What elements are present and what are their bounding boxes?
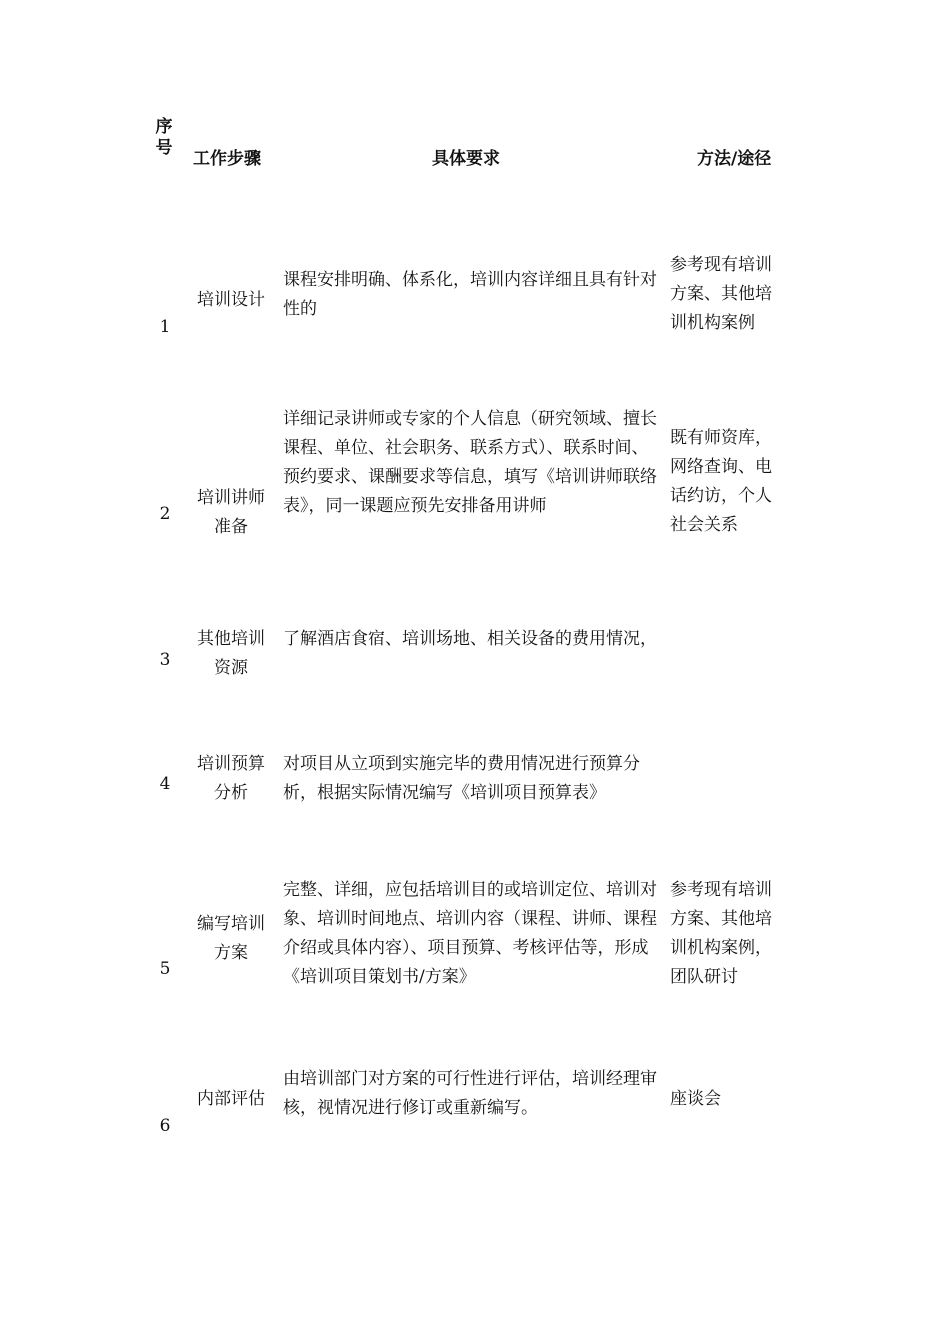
row-requirement: 了解酒店食宿、培训场地、相关设备的费用情况，: [283, 629, 657, 649]
row-requirement: 完整、详细，应包括培训目的或培训定位、培训对象、培训时间地点、培训内容（课程、讲师、课程介绍或具体内容）、项目预算、考核评估等，形成《培训项目策划书/方案》: [283, 880, 657, 987]
row-requirement: 由培训部门对方案的可行性进行评估，培训经理审核，视情况进行修订或重新编写。: [283, 1069, 657, 1118]
row-requirement: 详细记录讲师或专家的个人信息（研究领域、擅长课程、单位、社会职务、联系方式）、联系时间、预约要求、课酬要求等信息，填写《培训讲师联络表》，同一课题应预先安排备用讲师: [283, 409, 657, 516]
row-requirement: 课程安排明确、体系化，培训内容详细且具有针对性的: [283, 270, 657, 319]
row-number: 2: [159, 504, 171, 524]
header-step: 工作步骤: [193, 149, 261, 169]
row-number: 4: [159, 774, 171, 794]
row-number: 5: [159, 959, 171, 979]
header-seq: 序号: [155, 117, 173, 158]
row-step: 培训预算分析: [197, 754, 265, 803]
row-number: 6: [159, 1116, 171, 1136]
row-number: 3: [159, 650, 171, 670]
row-method: 既有师资库，网络查询、电话约访，个人社会关系: [670, 428, 772, 535]
row-step: 培训讲师准备: [197, 488, 265, 537]
row-requirement: 对项目从立项到实施完毕的费用情况进行预算分析，根据实际情况编写《培训项目预算表》: [283, 754, 640, 803]
row-method: 座谈会: [670, 1089, 721, 1109]
row-step: 内部评估: [197, 1089, 265, 1109]
row-step: 其他培训资源: [197, 629, 265, 678]
header-requirement: 具体要求: [432, 149, 500, 169]
row-method: 参考现有培训方案、其他培训机构案例: [670, 255, 772, 333]
header-method: 方法/途径: [697, 149, 772, 169]
row-method: 参考现有培训方案、其他培训机构案例，团队研讨: [670, 880, 772, 987]
row-step: 培训设计: [197, 290, 265, 310]
row-number: 1: [159, 317, 171, 337]
row-step: 编写培训方案: [197, 914, 265, 963]
